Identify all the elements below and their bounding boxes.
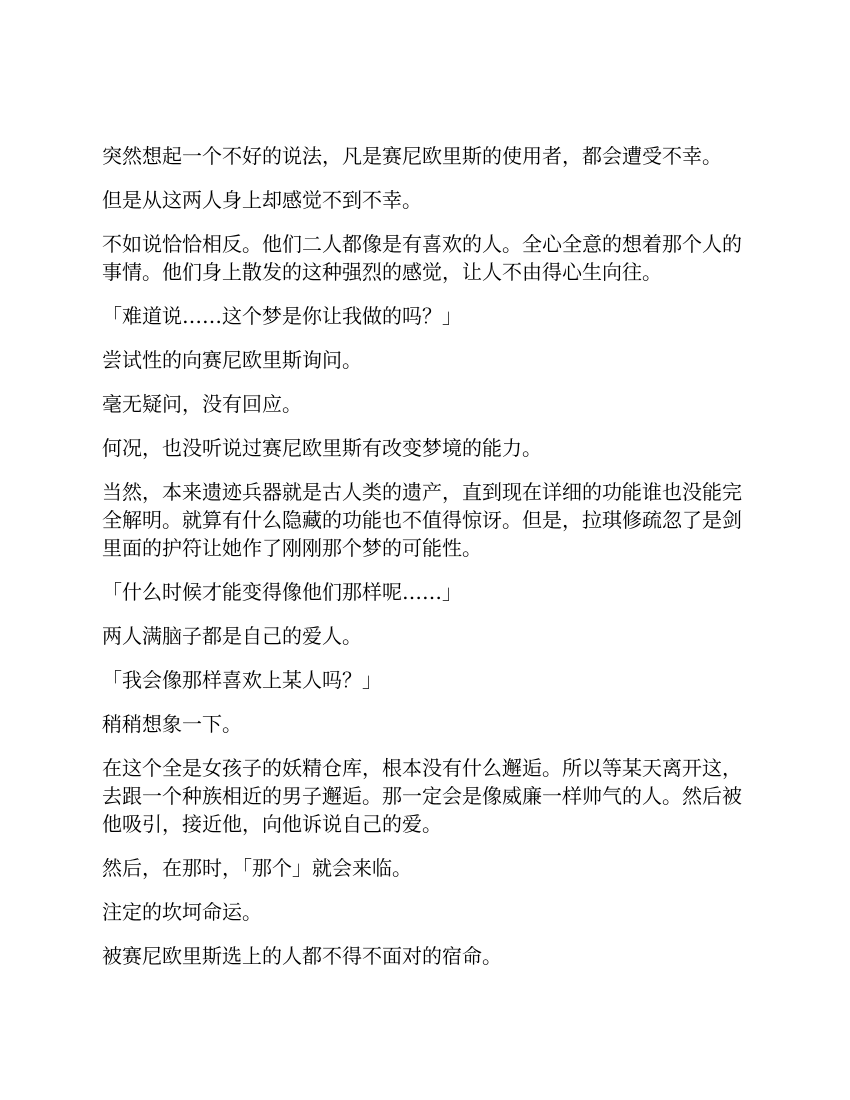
paragraph-2: 但是从这两人身上却感觉不到不幸。 — [102, 188, 422, 212]
paragraph-15: 注定的坎坷命运。 — [102, 900, 262, 924]
paragraph-10: 两人满脑子都是自己的爱人。 — [102, 624, 362, 648]
paragraph-6: 毫无疑问，没有回应。 — [102, 392, 302, 416]
paragraph-9: 「什么时候才能变得像他们那样呢……」 — [102, 580, 462, 604]
paragraph-8: 当然，本来遗迹兵器就是古人类的遗产，直到现在详细的功能谁也没能完全解明。就算有什么隐藏的功能也不值得惊讶。但是，拉琪修疏忽了是剑里面的护符让她作了刚刚那个梦的可能性。 — [102, 480, 742, 560]
paragraph-16: 被赛尼欧里斯选上的人都不得不面对的宿命。 — [102, 944, 502, 968]
paragraph-3: 不如说恰恰相反。他们二人都像是有喜欢的人。全心全意的想着那个人的事情。他们身上散发的这种强烈的感觉，让人不由得心生向往。 — [102, 232, 742, 284]
paragraph-4: 「难道说……这个梦是你让我做的吗？」 — [102, 304, 462, 328]
paragraph-7: 何况，也没听说过赛尼欧里斯有改变梦境的能力。 — [102, 436, 542, 460]
paragraph-11: 「我会像那样喜欢上某人吗？」 — [102, 668, 382, 692]
paragraph-5: 尝试性的向赛尼欧里斯询问。 — [102, 348, 362, 372]
paragraph-13: 在这个全是女孩子的妖精仓库，根本没有什么邂逅。所以等某天离开这，去跟一个种族相近的男子邂逅。那一定会是像威廉一样帅气的人。然后被他吸引，接近他，向他诉说自己的爱。 — [102, 756, 742, 836]
body-text — [102, 142, 752, 986]
paragraph-12: 稍稍想象一下。 — [102, 712, 242, 736]
paragraph-1: 突然想起一个不好的说法，凡是赛尼欧里斯的使用者，都会遭受不幸。 — [102, 144, 722, 168]
paragraph-14: 然后，在那时，「那个」就会来临。 — [102, 856, 412, 880]
